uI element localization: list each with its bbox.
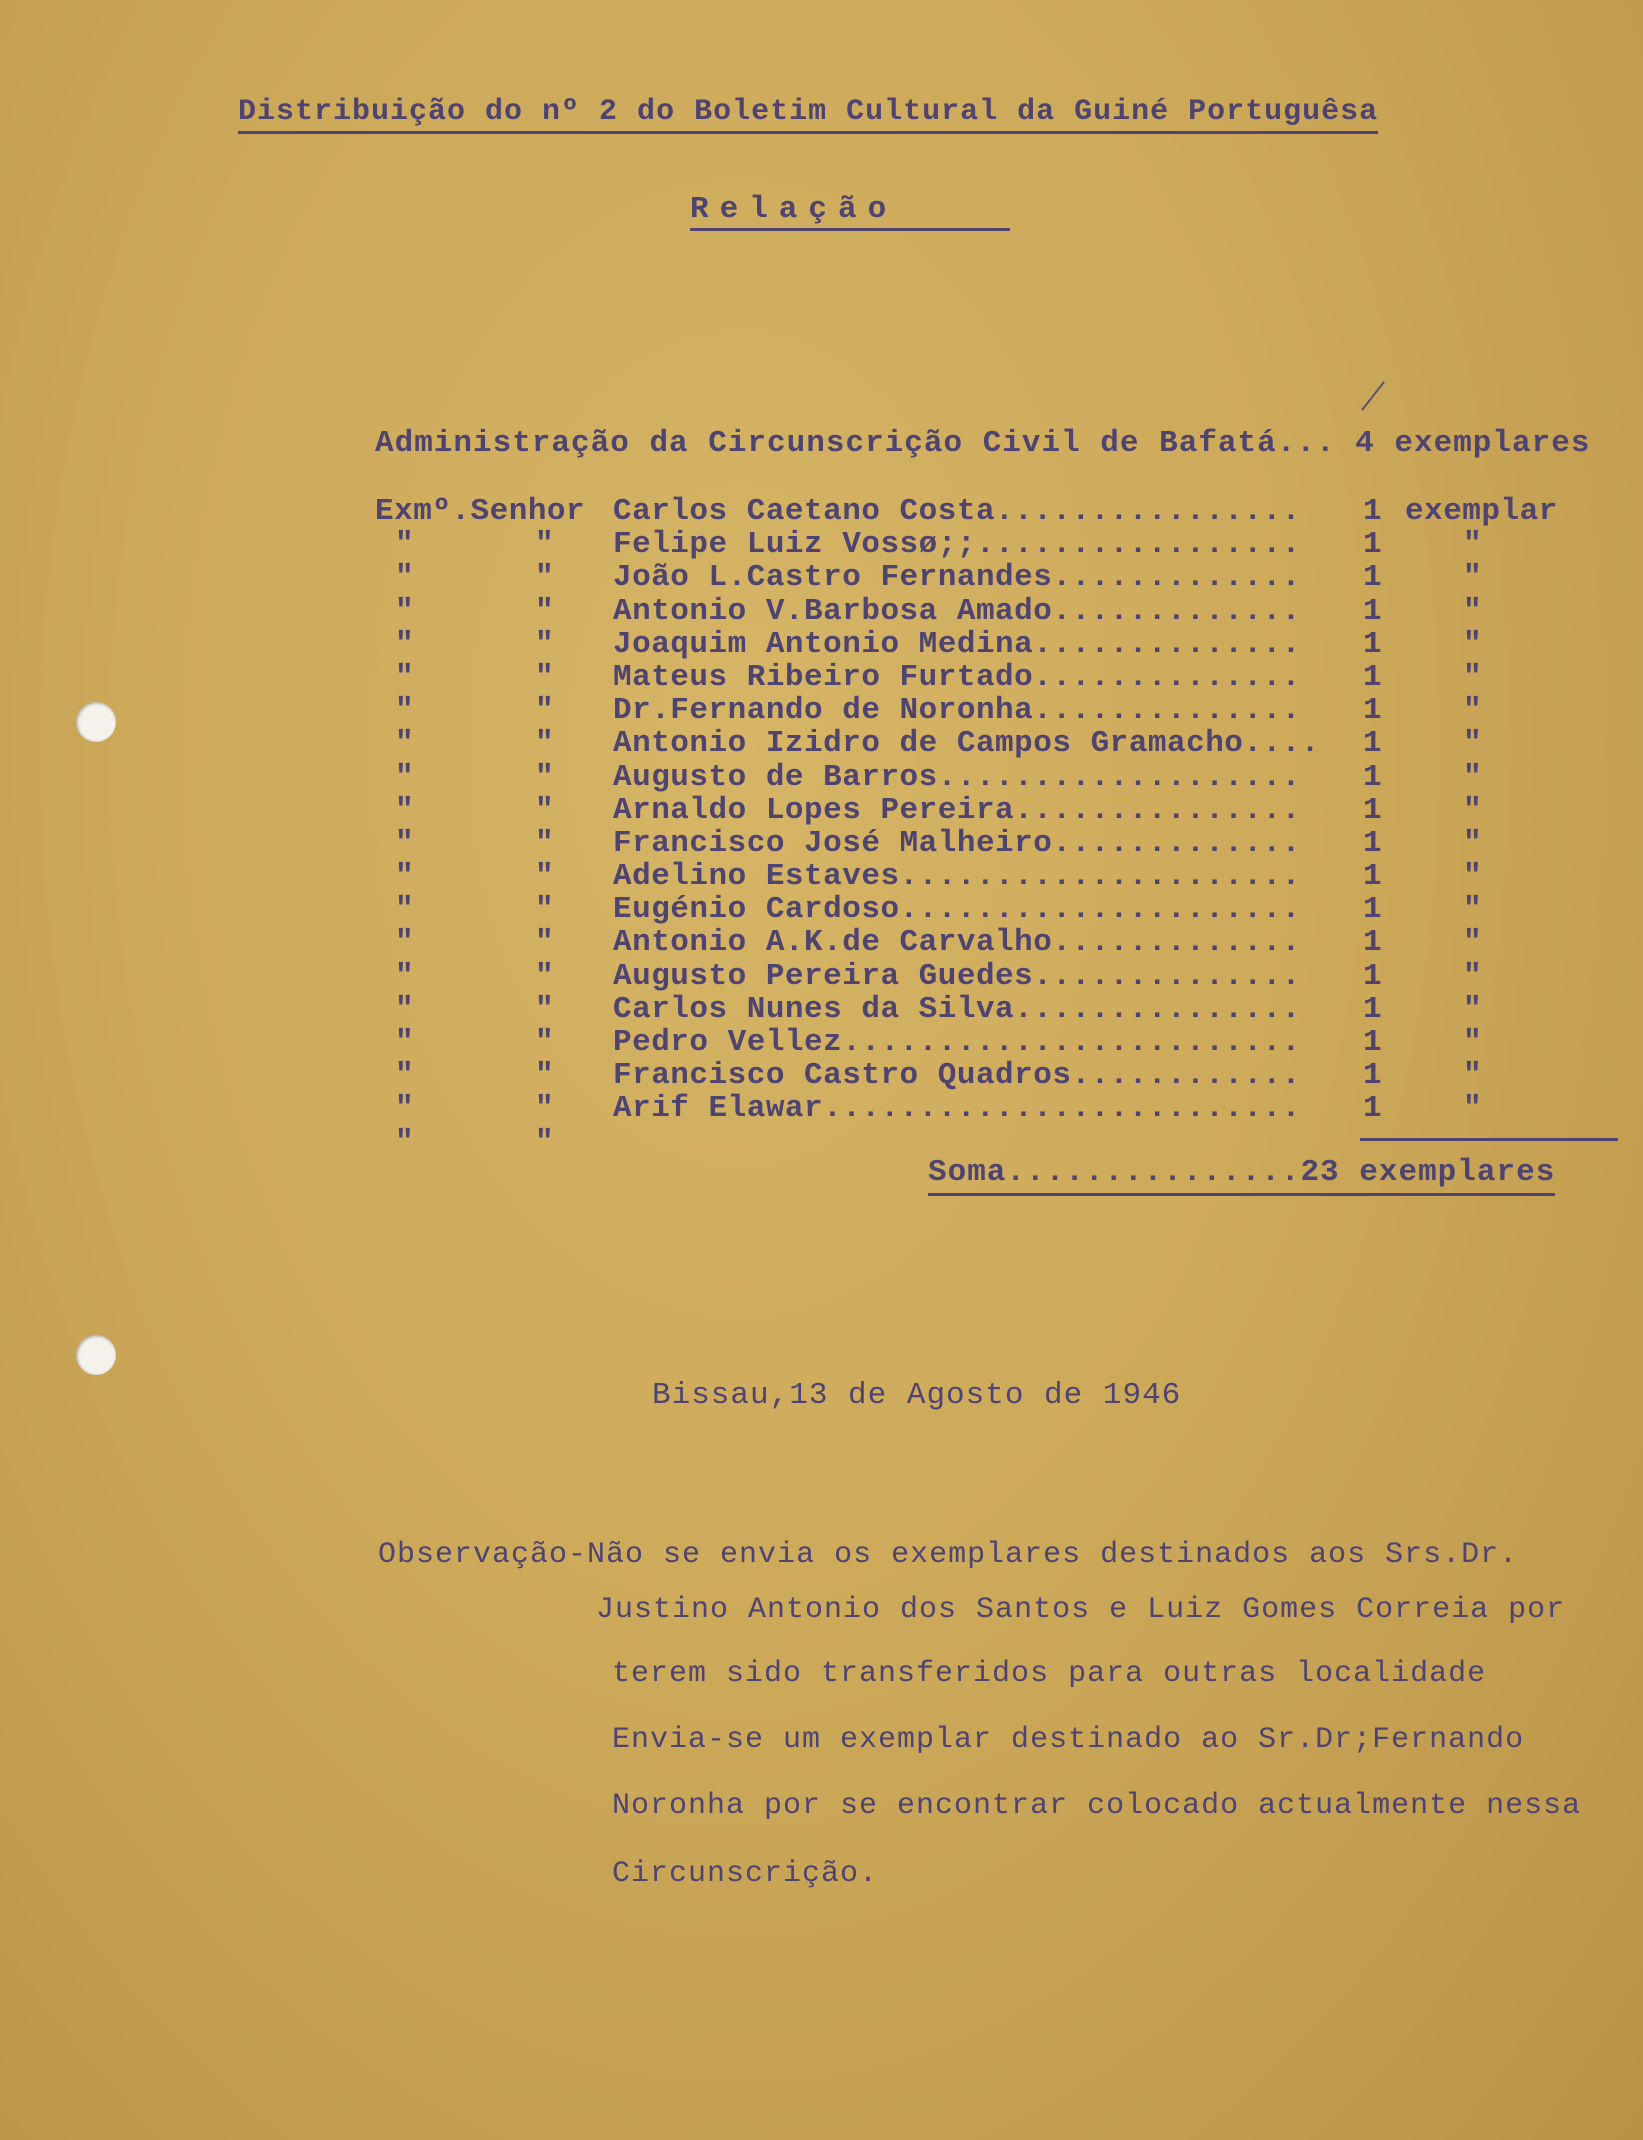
ditto-mark: "	[395, 626, 415, 662]
ditto-mark: "	[535, 560, 555, 596]
ditto-mark: "	[535, 1124, 555, 1160]
observation-line: Envia-se um exemplar destinado ao Sr.Dr;Fernando	[612, 1723, 1525, 1757]
recipient-row	[375, 561, 1625, 594]
document-title: Distribuição do nº 2 do Boletim Cultural da Guiné Portuguêsa	[238, 95, 1378, 134]
recipient-name: Augusto de Barros...................	[613, 759, 1301, 795]
recipient-row	[375, 694, 1625, 727]
ditto-mark: "	[1463, 593, 1483, 629]
ditto-mark: "	[395, 925, 415, 961]
ditto-mark: "	[1463, 527, 1483, 563]
recipient-name: Adelino Estaves.....................	[613, 859, 1301, 895]
ditto-mark: "	[395, 527, 415, 563]
recipient-quantity: 1	[1363, 792, 1383, 828]
observation-line: Observação-Não se envia os exemplares destinados aos Srs.Dr.	[378, 1538, 1519, 1572]
recipient-row	[375, 1026, 1625, 1059]
recipient-quantity: 1	[1363, 659, 1383, 695]
recipient-name: Francisco Castro Quadros............	[613, 1058, 1301, 1094]
ditto-mark: "	[535, 958, 555, 994]
ditto-mark: "	[1463, 693, 1483, 729]
ditto-mark: "	[1463, 759, 1483, 795]
ditto-mark: "	[535, 626, 555, 662]
recipient-title: Exmº.Senhor	[375, 494, 586, 529]
recipient-row	[375, 926, 1625, 959]
ditto-mark: "	[395, 1025, 415, 1060]
recipient-quantity: 1	[1363, 726, 1383, 762]
recipient-row	[375, 794, 1625, 827]
recipient-quantity: 1	[1363, 693, 1383, 729]
recipient-name: Dr.Fernando de Noronha..............	[613, 693, 1301, 729]
ditto-mark: "	[395, 958, 415, 994]
recipient-row	[375, 495, 1625, 528]
ditto-mark: "	[395, 1058, 415, 1094]
ditto-mark: "	[1463, 792, 1483, 828]
ditto-mark: "	[1463, 991, 1483, 1027]
ditto-mark: "	[395, 892, 415, 928]
recipient-row	[375, 960, 1625, 993]
recipient-row	[375, 595, 1625, 628]
ditto-mark: "	[395, 1091, 415, 1127]
recipient-quantity: 1	[1363, 892, 1383, 928]
recipient-row	[375, 1126, 1625, 1159]
recipient-name: Felipe Luiz Vossø;;.................	[613, 527, 1301, 563]
recipients-table	[375, 495, 1625, 1159]
punch-hole-top	[76, 702, 116, 742]
ditto-mark: "	[395, 859, 415, 895]
recipient-row	[375, 628, 1625, 661]
ditto-mark: "	[395, 560, 415, 596]
document-subtitle: Relação	[690, 192, 898, 227]
recipient-name: Antonio V.Barbosa Amado.............	[613, 593, 1301, 629]
ditto-mark: "	[535, 792, 555, 828]
recipient-quantity: 1	[1363, 1058, 1383, 1094]
check-mark-icon	[1361, 381, 1385, 411]
ditto-mark: "	[1463, 859, 1483, 895]
ditto-mark: "	[1463, 925, 1483, 961]
total-rule	[1360, 1138, 1618, 1141]
ditto-mark: "	[395, 825, 415, 861]
recipient-row	[375, 1059, 1625, 1092]
ditto-mark: "	[1463, 1058, 1483, 1094]
ditto-mark: "	[395, 693, 415, 729]
ditto-mark: "	[535, 759, 555, 795]
ditto-mark: "	[535, 892, 555, 928]
observation-line: Noronha por se encontrar colocado actualmente nessa	[612, 1789, 1582, 1823]
recipient-name: Carlos Caetano Costa................	[613, 494, 1301, 529]
recipient-quantity: 1	[1363, 494, 1383, 529]
ditto-mark: "	[395, 1124, 415, 1160]
recipient-row	[375, 661, 1625, 694]
recipient-name: Carlos Nunes da Silva...............	[613, 991, 1301, 1027]
ditto-mark: "	[1463, 560, 1483, 596]
ditto-mark: "	[1463, 1025, 1483, 1060]
recipient-row	[375, 528, 1625, 561]
observation-line: terem sido transferidos para outras localidade	[612, 1657, 1487, 1691]
recipient-quantity: 1	[1363, 991, 1383, 1027]
recipient-quantity: 1	[1363, 825, 1383, 861]
punch-hole-bottom	[76, 1335, 116, 1375]
subtitle-underline	[690, 228, 1010, 231]
ditto-mark: "	[395, 593, 415, 629]
ditto-mark: "	[535, 825, 555, 861]
ditto-mark: "	[535, 527, 555, 563]
recipient-unit: exemplar	[1405, 494, 1558, 529]
ditto-mark: "	[395, 659, 415, 695]
recipient-name: Antonio A.K.de Carvalho.............	[613, 925, 1301, 961]
total-line: Soma...............23 exemplares	[928, 1155, 1555, 1196]
recipient-name: Joaquim Antonio Medina..............	[613, 626, 1301, 662]
recipient-name: Eugénio Cardoso.....................	[613, 892, 1301, 928]
recipient-quantity: 1	[1363, 1025, 1383, 1060]
administration-unit: exemplares	[1394, 426, 1591, 461]
recipient-name: Augusto Pereira Guedes..............	[613, 958, 1301, 994]
ditto-mark: "	[395, 792, 415, 828]
recipient-quantity: 1	[1363, 759, 1383, 795]
ditto-mark: "	[1463, 892, 1483, 928]
administration-line	[375, 426, 1590, 461]
ditto-mark: "	[535, 1058, 555, 1094]
recipient-name: Arif Elawar.........................	[613, 1091, 1301, 1127]
administration-quantity: 4	[1355, 426, 1375, 461]
place-date: Bissau,13 de Agosto de 1946	[652, 1378, 1182, 1413]
ditto-mark: "	[1463, 958, 1483, 994]
ditto-mark: "	[395, 991, 415, 1027]
observation-line: Justino Antonio dos Santos e Luiz Gomes Correia por	[596, 1593, 1566, 1627]
recipient-name: Pedro Vellez........................	[613, 1025, 1301, 1060]
recipient-quantity: 1	[1363, 560, 1383, 596]
recipient-quantity: 1	[1363, 1091, 1383, 1127]
recipient-row	[375, 893, 1625, 926]
recipient-row	[375, 827, 1625, 860]
ditto-mark: "	[535, 593, 555, 629]
recipient-row	[375, 993, 1625, 1026]
recipient-name: João L.Castro Fernandes.............	[613, 560, 1301, 596]
ditto-mark: "	[535, 726, 555, 762]
observation-line: Circunscrição.	[612, 1857, 879, 1891]
recipient-quantity: 1	[1363, 958, 1383, 994]
recipient-row	[375, 761, 1625, 794]
recipient-name: Arnaldo Lopes Pereira...............	[613, 792, 1301, 828]
ditto-mark: "	[395, 759, 415, 795]
recipient-name: Mateus Ribeiro Furtado..............	[613, 659, 1301, 695]
ditto-mark: "	[1463, 626, 1483, 662]
ditto-mark: "	[1463, 825, 1483, 861]
ditto-mark: "	[395, 726, 415, 762]
recipient-quantity: 1	[1363, 925, 1383, 961]
recipient-row	[375, 727, 1625, 760]
ditto-mark: "	[1463, 726, 1483, 762]
recipient-quantity: 1	[1363, 593, 1383, 629]
ditto-mark: "	[535, 1025, 555, 1060]
ditto-mark: "	[535, 659, 555, 695]
recipient-quantity: 1	[1363, 626, 1383, 662]
recipient-quantity: 1	[1363, 527, 1383, 563]
recipient-quantity: 1	[1363, 859, 1383, 895]
ditto-mark: "	[535, 859, 555, 895]
recipient-name: Francisco José Malheiro.............	[613, 825, 1301, 861]
ditto-mark: "	[535, 991, 555, 1027]
recipient-row	[375, 860, 1625, 893]
recipient-row	[375, 1092, 1625, 1125]
administration-label: Administração da Circunscrição Civil de Bafatá...	[375, 426, 1336, 461]
ditto-mark: "	[535, 925, 555, 961]
ditto-mark: "	[535, 1091, 555, 1127]
ditto-mark: "	[1463, 1091, 1483, 1127]
ditto-mark: "	[1463, 659, 1483, 695]
recipient-name: Antonio Izidro de Campos Gramacho....	[613, 726, 1320, 762]
ditto-mark: "	[535, 693, 555, 729]
